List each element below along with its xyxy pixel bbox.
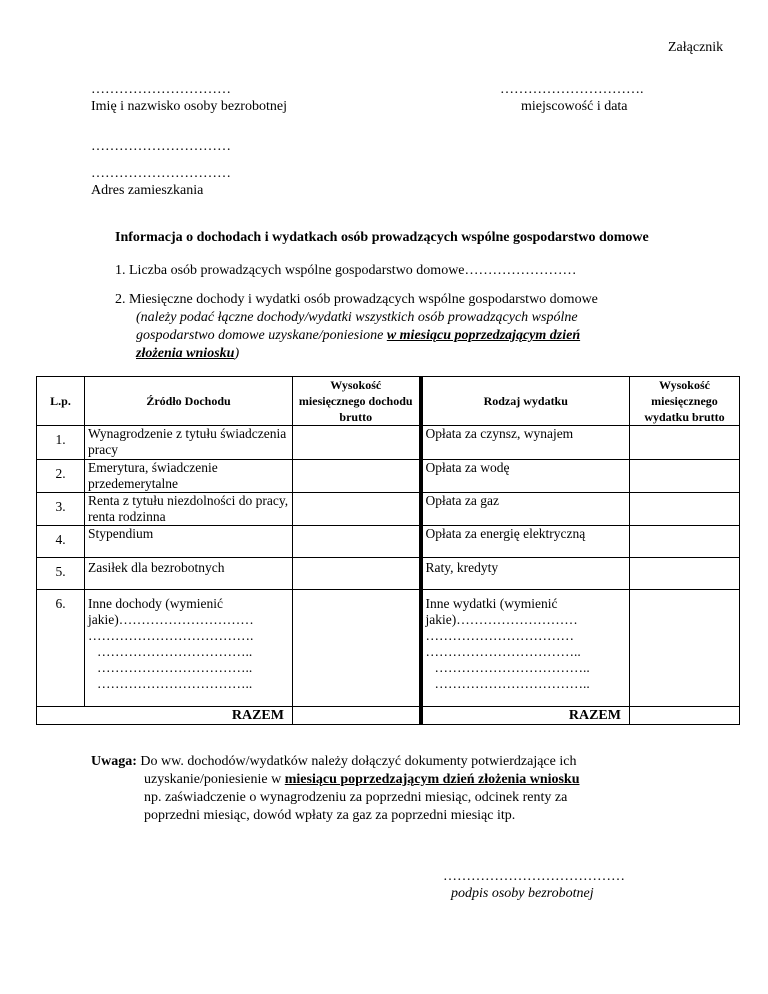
row-number: 3. (55, 499, 66, 514)
expense-amount-field[interactable] (630, 460, 740, 493)
signature-dots: ………………………………… (443, 869, 625, 884)
name-dots: ………………………… (91, 82, 231, 97)
table-row (37, 493, 740, 526)
other-income-cell (85, 590, 293, 707)
income-expense-table (36, 376, 740, 725)
other-expense-line2: jakie)……………………… (425, 612, 578, 627)
table-row (37, 426, 740, 460)
expense-type: Opłata za czynsz, wynajem (421, 426, 630, 460)
table-row (37, 558, 740, 590)
income-amount-field[interactable] (293, 526, 421, 558)
other-income-line2: jakie)………………………… (88, 612, 254, 627)
other-expense-cell (421, 590, 630, 707)
address-dots-1: ………………………… (91, 139, 231, 154)
other-expense-line5: …………………………….. (434, 660, 590, 675)
income-source: Zasiłek dla bezrobotnych (85, 558, 293, 590)
header-expense-amount: Wysokość miesięcznego wydatku brutto (630, 377, 740, 426)
income-amount-field[interactable] (293, 426, 421, 460)
income-source: Emerytura, świadczenie przedemerytalne (85, 460, 293, 493)
table-row (37, 526, 740, 558)
expense-amount-field[interactable] (630, 558, 740, 590)
address-label: Adres zamieszkania (91, 183, 204, 198)
income-total-label: RAZEM (37, 707, 293, 725)
expense-amount-field[interactable] (630, 426, 740, 460)
signature-label: podpis osoby bezrobotnej (451, 886, 594, 901)
expense-amount-field[interactable] (630, 493, 740, 526)
address-dots-2: ………………………… (91, 166, 231, 181)
note-label: Uwaga: (91, 754, 137, 769)
name-label: Imię i nazwisko osoby bezrobotnej (91, 99, 287, 114)
item2-note-line1: (należy podać łączne dochody/wydatki wszystkich osób prowadzących wspólne (136, 310, 578, 325)
header-expense-type: Rodzaj wydatku (421, 377, 630, 426)
row-number: 1. (55, 432, 66, 447)
income-source: Renta z tytułu niezdolności do pracy, renta rodzinna (85, 493, 293, 526)
income-source: Wynagrodzenie z tytułu świadczenia pracy (85, 426, 293, 460)
row-number: 4. (55, 532, 66, 547)
header-income-amount: Wysokość miesięcznego dochodu brutto (293, 377, 421, 426)
item2-heading: 2. Miesięczne dochody i wydatki osób prowadzących wspólne gospodarstwo domowe (115, 292, 598, 307)
expense-type: Opłata za energię elektryczną (421, 526, 630, 558)
row-number: 5. (55, 564, 66, 579)
place-dots: …………………………. (500, 82, 644, 97)
header-lp: L.p. (37, 377, 85, 426)
expense-type: Opłata za gaz (421, 493, 630, 526)
total-row (37, 707, 740, 725)
note-line2: uzyskanie/poniesienie w miesiącu poprzedzającym dzień złożenia wniosku (144, 772, 580, 787)
item2-note-line2: gospodarstwo domowe uzyskane/poniesione w miesiącu poprzedzającym dzień (136, 328, 581, 343)
other-income-line1: Inne dochody (wymienić (88, 596, 223, 611)
other-income-line4: …………………………….. (97, 644, 253, 659)
item2-note-line3: złożenia wniosku) (136, 346, 240, 361)
expense-total-field[interactable] (630, 707, 740, 725)
income-amount-field[interactable] (293, 460, 421, 493)
income-amount-field[interactable] (293, 558, 421, 590)
other-income-line5: …………………………….. (97, 660, 253, 675)
place-date-label: miejscowość i data (521, 99, 628, 114)
expense-type: Opłata za wodę (421, 460, 630, 493)
row-number: 6. (55, 596, 66, 611)
income-amount-field[interactable] (293, 590, 421, 707)
other-expense-line1: Inne wydatki (wymienić (425, 596, 558, 611)
document-title: Informacja o dochodach i wydatkach osób prowadzących wspólne gospodarstwo domowe (115, 230, 649, 245)
income-total-field[interactable] (293, 707, 421, 725)
other-expense-line4: …………………………….. (425, 644, 581, 659)
other-expense-line6: …………………………….. (434, 676, 590, 691)
row-number: 2. (55, 466, 66, 481)
table-row-other (37, 590, 740, 707)
note-line4: poprzedni miesiąc, dowód wpłaty za gaz za poprzedni miesiąc itp. (144, 808, 516, 823)
income-source: Stypendium (85, 526, 293, 558)
attachment-label: Załącznik (668, 40, 724, 55)
note-line3: np. zaświadczenie o wynagrodzeniu za poprzedni miesiąc, odcinek renty za (144, 790, 568, 805)
income-amount-field[interactable] (293, 493, 421, 526)
expense-total-label: RAZEM (421, 707, 630, 725)
note-line1: Uwaga: Do ww. dochodów/wydatków należy dołączyć dokumenty potwierdzające ich (91, 754, 577, 769)
expense-amount-field[interactable] (630, 526, 740, 558)
household-count-line: 1. Liczba osób prowadzących wspólne gospodarstwo domowe…………………… (115, 263, 577, 278)
header-income-source: Źródło Dochodu (85, 377, 293, 426)
expense-amount-field[interactable] (630, 590, 740, 707)
other-income-line6: …………………………….. (97, 676, 253, 691)
expense-type: Raty, kredyty (421, 558, 630, 590)
other-expense-line3: …………………………… (425, 628, 574, 643)
table-row (37, 460, 740, 493)
other-income-line3: ………………………………. (88, 628, 254, 643)
